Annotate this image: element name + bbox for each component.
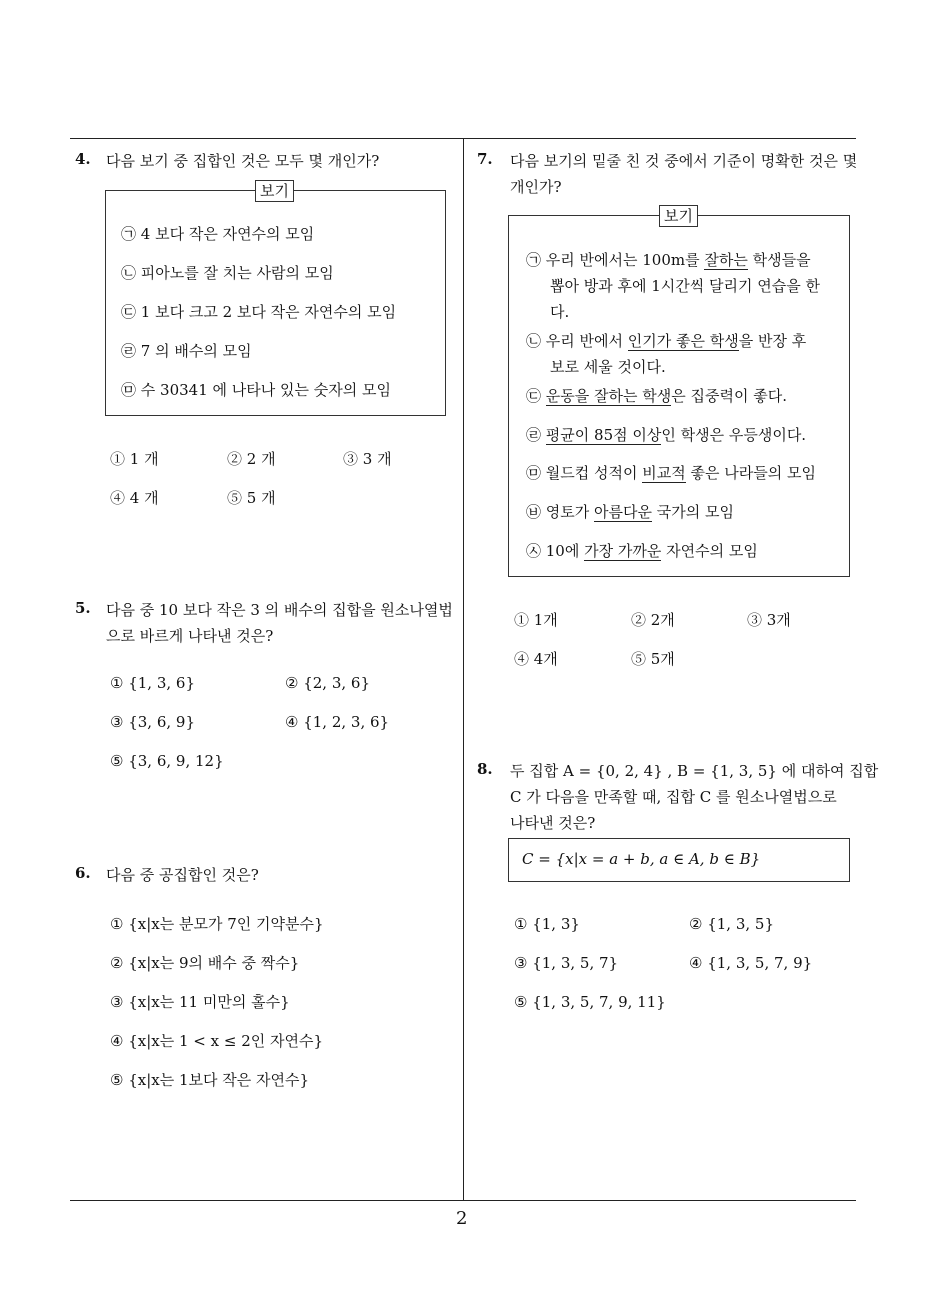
bogi-item xyxy=(526,424,806,445)
underlined-term: 잘하는 xyxy=(704,251,748,269)
set-formula: C = {x|x = a + b, a ∈ A, b ∈ B} xyxy=(522,850,761,868)
answer-choice[interactable]: ④ 4개 xyxy=(514,650,558,668)
answer-choice[interactable]: ② {2, 3, 6} xyxy=(285,674,371,692)
item-text: ㉥ 영토가 xyxy=(526,503,595,521)
underlined-term: 가장 가까운 xyxy=(584,542,662,560)
question-number: 8. xyxy=(477,760,493,778)
item-text: ㉢ xyxy=(526,387,546,405)
bogi-title: 보기 xyxy=(659,205,698,227)
answer-choice[interactable]: ⑤ {1, 3, 5, 7, 9, 11} xyxy=(514,993,666,1011)
column-divider xyxy=(463,139,464,1201)
question-text: 으로 바르게 나타낸 것은? xyxy=(106,627,274,645)
bogi-item xyxy=(526,385,787,406)
item-text: ㉠ 우리 반에서는 100m를 xyxy=(526,251,705,269)
answer-choice[interactable]: ⑤ {3, 6, 9, 12} xyxy=(110,752,224,770)
item-text: 을 반장 후 xyxy=(738,332,807,350)
bogi-item xyxy=(526,462,816,483)
answer-choice[interactable]: ① 1개 xyxy=(514,611,558,629)
bogi-item: ㉠ 4 보다 작은 자연수의 모임 xyxy=(121,225,315,243)
answer-choice[interactable]: ① {1, 3} xyxy=(514,915,580,933)
answer-choice[interactable]: ⑤ {x|x는 1보다 작은 자연수} xyxy=(110,1071,310,1089)
underlined-term: 운동을 잘하는 학생 xyxy=(545,387,672,405)
question-text: 다음 중 공집합인 것은? xyxy=(106,866,259,884)
item-text: 좋은 나라들의 모임 xyxy=(685,464,816,482)
question-text: 다음 중 10 보다 작은 3 의 배수의 집합을 원소나열법 xyxy=(106,601,453,619)
question-text: 두 집합 A = {0, 2, 4} , B = {1, 3, 5} 에 대하여 집합 xyxy=(510,762,879,780)
answer-choice[interactable]: ② 2개 xyxy=(631,611,675,629)
answer-choice[interactable]: ① 1 개 xyxy=(110,450,159,468)
question-text: 개인가? xyxy=(510,178,562,196)
underlined-term: 평균이 85점 이상 xyxy=(545,426,662,444)
question-text: C 가 다음을 만족할 때, 집합 C 를 원소나열법으로 xyxy=(510,788,837,806)
bottom-rule xyxy=(70,1200,856,1201)
answer-choice[interactable]: ③ 3 개 xyxy=(343,450,392,468)
answer-choice[interactable]: ③ {1, 3, 5, 7} xyxy=(514,954,619,972)
underlined-term: 인기가 좋은 학생 xyxy=(627,332,739,350)
question-number: 7. xyxy=(477,150,493,168)
answer-choice[interactable]: ① {1, 3, 6} xyxy=(110,674,196,692)
bogi-item xyxy=(526,501,734,522)
answer-choice[interactable]: ⑤ 5 개 xyxy=(227,489,276,507)
question-text: 다음 보기 중 집합인 것은 모두 몇 개인가? xyxy=(106,152,380,170)
item-text: 인 학생은 우등생이다. xyxy=(661,426,807,444)
item-text: 자연수의 모임 xyxy=(661,542,758,560)
bogi-title: 보기 xyxy=(255,180,294,202)
bogi-item: ㉣ 7 의 배수의 모임 xyxy=(121,342,252,360)
bogi-item xyxy=(526,540,758,561)
question-number: 4. xyxy=(75,150,91,168)
item-text: ㉤ 월드컵 성적이 xyxy=(526,464,643,482)
question-text: 나타낸 것은? xyxy=(510,814,596,832)
item-text: ㉡ 우리 반에서 xyxy=(526,332,628,350)
question-text: 다음 보기의 밑줄 친 것 중에서 기준이 명확한 것은 몇 xyxy=(510,152,858,170)
underlined-term: 아름다운 xyxy=(594,503,652,521)
answer-choice[interactable]: ① {x|x는 분모가 7인 기약분수} xyxy=(110,915,324,933)
answer-choice[interactable]: ④ {1, 3, 5, 7, 9} xyxy=(689,954,813,972)
item-text: ㉦ 10에 xyxy=(526,542,585,560)
item-text: 국가의 모임 xyxy=(651,503,734,521)
answer-choice[interactable]: ④ {x|x는 1 < x ≤ 2인 자연수} xyxy=(110,1032,324,1050)
bogi-item-continued: 다. xyxy=(550,303,570,321)
answer-choice[interactable]: ③ 3개 xyxy=(747,611,791,629)
bogi-item: ㉢ 1 보다 크고 2 보다 작은 자연수의 모임 xyxy=(121,303,397,321)
answer-choice[interactable]: ④ 4 개 xyxy=(110,489,159,507)
item-text: 학생들을 xyxy=(747,251,811,269)
answer-choice[interactable]: ③ {3, 6, 9} xyxy=(110,713,196,731)
underlined-term: 비교적 xyxy=(642,464,686,482)
bogi-item xyxy=(526,249,811,270)
question-number: 5. xyxy=(75,599,91,617)
item-text: ㉣ xyxy=(526,426,546,444)
bogi-item xyxy=(526,330,806,351)
bogi-item-continued: 보로 세울 것이다. xyxy=(550,358,666,376)
bogi-item: ㉤ 수 30341 에 나타나 있는 숫자의 모임 xyxy=(121,381,391,399)
item-text: 은 집중력이 좋다. xyxy=(671,387,787,405)
answer-choice[interactable]: ② 2 개 xyxy=(227,450,276,468)
bogi-item-continued: 뽑아 방과 후에 1시간씩 달리기 연습을 한 xyxy=(550,277,820,295)
bogi-item: ㉡ 피아노를 잘 치는 사람의 모임 xyxy=(121,264,334,282)
answer-choice[interactable]: ⑤ 5개 xyxy=(631,650,675,668)
answer-choice[interactable]: ④ {1, 2, 3, 6} xyxy=(285,713,390,731)
answer-choice[interactable]: ③ {x|x는 11 미만의 홀수} xyxy=(110,993,290,1011)
answer-choice[interactable]: ② {x|x는 9의 배수 중 짝수} xyxy=(110,954,300,972)
page-number: 2 xyxy=(456,1208,468,1229)
question-number: 6. xyxy=(75,864,91,882)
answer-choice[interactable]: ② {1, 3, 5} xyxy=(689,915,775,933)
